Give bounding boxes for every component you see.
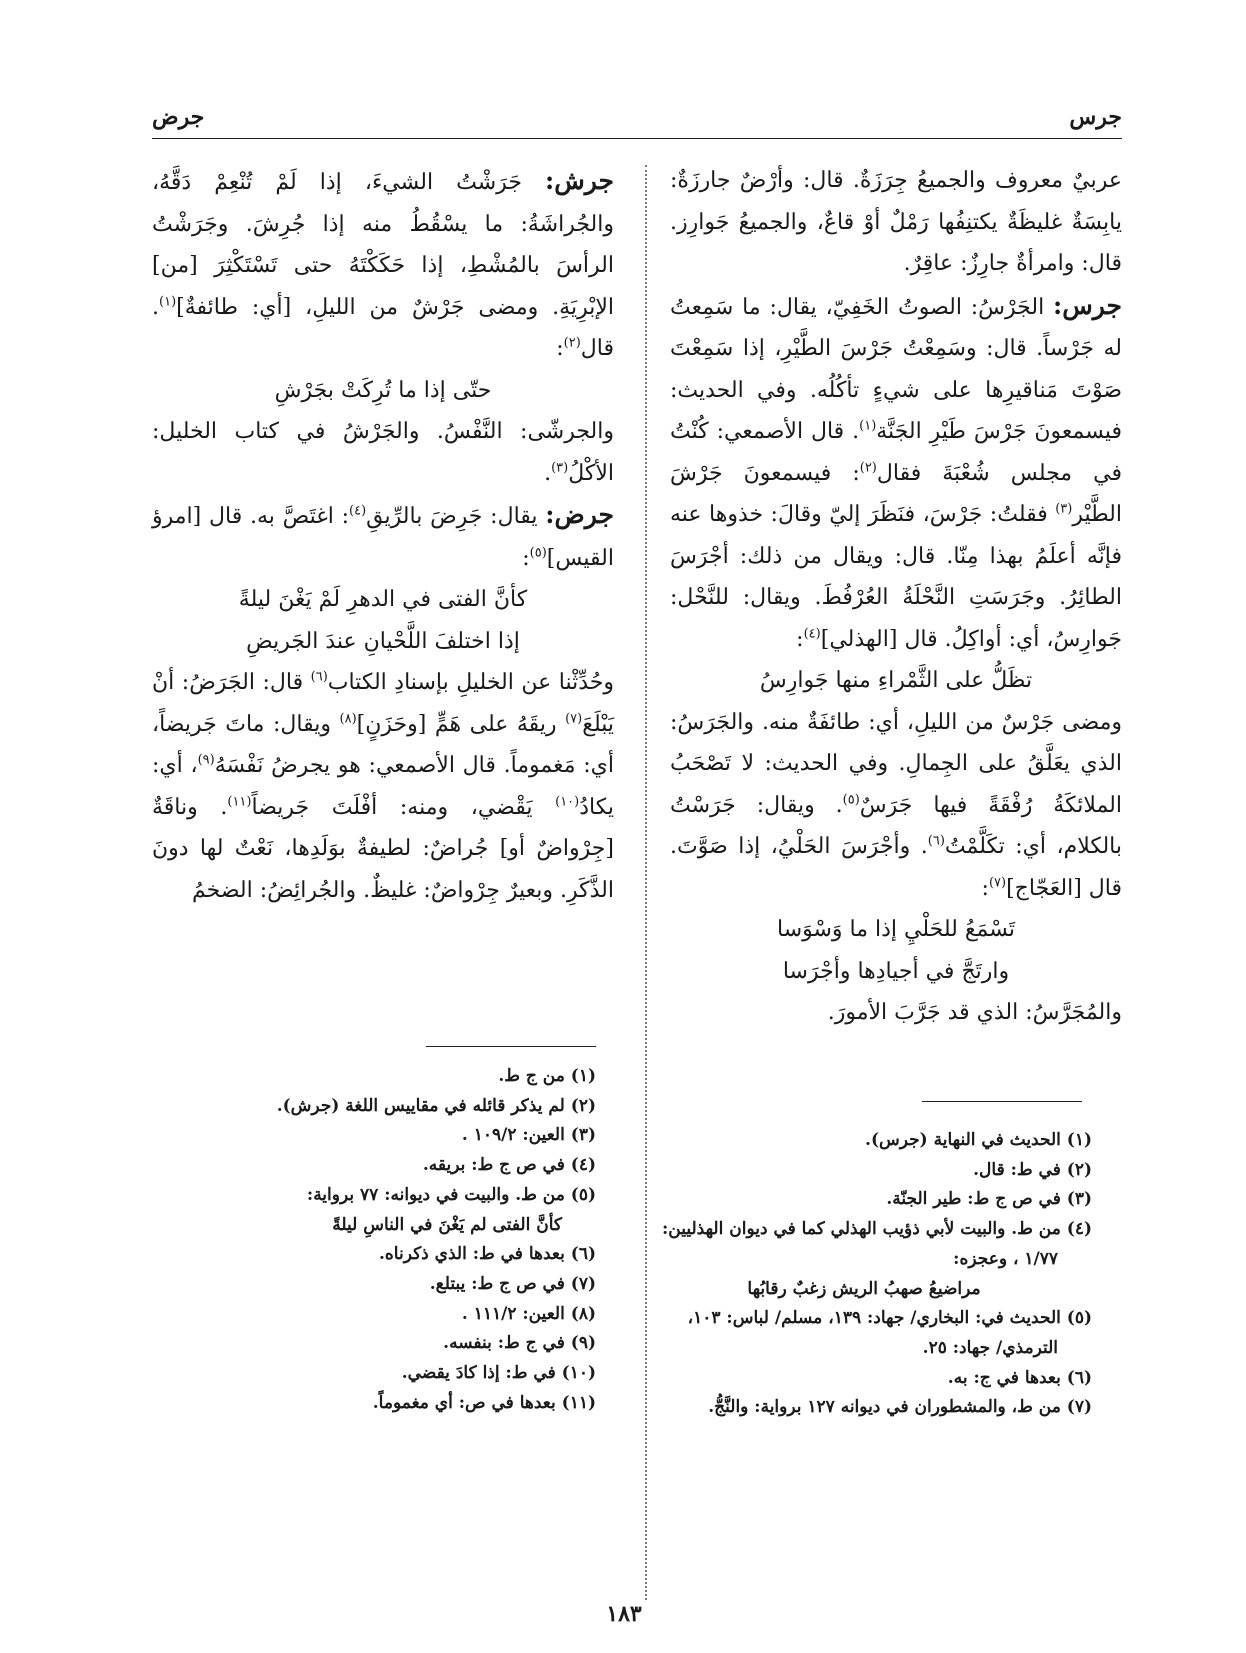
footnote: (٢) لم يذكر قائله في مقاييس اللغة (جرش). xyxy=(276,1095,596,1116)
poetry-verse: حتّى إذا ما تُرِكَتْ بجَرْشِ xyxy=(274,377,492,403)
entry-continuation: عربيٌ معروف والجميعُ جِرَزَةٌ. قال: وأرْضٌ جارزَةٌ: يابِسَةٌ غليظَةٌ يكتنِفُها رَمْلٌ أوْ قاعٌ، والجميعُ جَوارِز. قال: وامرأةٌ جارِزٌ: عاقِرٌ. xyxy=(670,168,1122,276)
footnote-rule-right xyxy=(922,1101,1082,1102)
header-left-word: جرض xyxy=(152,104,205,130)
footnote: (٦) بعدها في ط: الذي ذكرناه. xyxy=(378,1244,596,1265)
footnote-verse: كأنَّ الفتى لم يَغْنَ في الناسِ ليلةً xyxy=(332,1214,562,1235)
footnote-rule-left xyxy=(426,1046,596,1047)
entry-headword-jarash: جرش: xyxy=(545,166,614,195)
footnote: (١) الحديث في النهاية (جرس). xyxy=(865,1130,1092,1150)
entry-text: . وناقَةٌ [جِرْواضٌ أو] جُراضٌ: لطيفةٌ بوَلَدِها، نَعْتٌ لها دونَ الذَّكَرِ. وبعيرٌ جِرْواضٌ: غليظٌ. والجُرائِضُ: الضخمُ xyxy=(152,794,614,903)
footnote-ref: (٦) xyxy=(927,833,945,849)
entry-text: وحُدِّثْنا عن الخليلِ بإسنادِ الكتاب xyxy=(327,670,614,695)
entry-text: : اغتَصَّ به. قال [امرؤ القيس] xyxy=(152,504,614,571)
footnote: (١٠) في ط: إذا كادَ يقضي. xyxy=(401,1363,596,1384)
entry-paragraph xyxy=(670,702,1122,910)
running-header xyxy=(152,104,1122,138)
entry-jarad xyxy=(152,494,614,579)
entry-text: ويقال: ماتَ جَريضاً، أي: مَغموماً. قال الأصمعي: هو يجرضُ نَفْسَهُ xyxy=(152,711,614,778)
poetry-verse: وارتَجَّ في أجيادِها وأجْرَسا xyxy=(782,958,1010,984)
footnote-ref: (٣) xyxy=(551,460,569,476)
poetry-verse: كأنَّ الفتى في الدهرِ لَمْ يَغْنَ ليلةً xyxy=(238,587,528,612)
footnote: (٨) العين: ١١١/٢ . xyxy=(461,1303,596,1324)
entry-jarash xyxy=(152,160,614,370)
footnote-ref: (٧) xyxy=(565,711,583,727)
entry-text: الجَرْسُ: الصوتُ الخَفِيّ، يقال: ما سَمِعتُ له جَرْساً. قال: وسَمِعْتُ جَرْسَ الطَّيْرِ، إذا سَمِعْتَ صَوْتَ مَناقيرِها على شيءٍ تأكُلُه. وفي الحديث: فيسمعونَ جَرْسَ طَيْرِ الجَنَّة xyxy=(670,294,1123,444)
footnote-ref: (٤) xyxy=(349,503,367,519)
entry-text: ، أي: يكادُ xyxy=(152,753,615,820)
entry-headword-jaras: جرس: xyxy=(1053,290,1122,320)
entry-text: ومضى جَرْسٌ من الليلِ، أي: طائفَةٌ منه. والجَرَسُ: الذي يعَلَّقُ على الجِمالِ. وفي الحديث: لا تَصْحَبُ الملائكَةُ رُفْقَةً فيها جَرَسٌ xyxy=(670,709,1122,818)
footnote: (٦) بعدها في ج: به. xyxy=(947,1367,1092,1388)
entry-text: : xyxy=(522,545,530,571)
footnote-ref: (٤) xyxy=(803,626,821,642)
footnote: (٧) من ط، والمشطوران في ديوانه ١٢٧ برواية: والنَّجُّ. xyxy=(708,1397,1092,1418)
footnote: (٤) في ص ج ط: بريقه. xyxy=(422,1155,596,1176)
entry-text: : xyxy=(556,336,564,361)
entry-text: . قال xyxy=(152,294,614,361)
footnote-ref: (٣) xyxy=(1055,501,1073,517)
footnote-ref: (٩) xyxy=(197,752,215,768)
footnotes-right xyxy=(636,1126,1092,1423)
footnote: (٢) في ط: قال. xyxy=(973,1159,1092,1180)
entry-paragraph: والمُجَرَّسُ: الذي قد جَرَّبَ الأمورَ. xyxy=(827,1000,1122,1025)
footnote-ref: (٢) xyxy=(859,460,877,476)
entry-text: ريقَهُ على هَمٍّ [وحَزَنٍ] xyxy=(356,711,566,737)
footnote: (٤) من ط. والبيت لأبي ذؤيب الهذلي كما في ديوان الهذليين: xyxy=(662,1219,1092,1240)
footnote-ref: (٢) xyxy=(563,335,581,351)
entry-headword-jarad: جرض: xyxy=(545,500,614,529)
right-column xyxy=(670,160,1122,1034)
entry-text: . xyxy=(544,460,552,486)
poetry-verse: إذا اختلفَ اللَّحْيانِ عندَ الجَريضِ xyxy=(246,628,520,654)
footnote-verse: مراضيعُ صهبُ الريش زغبٌ رقابُها xyxy=(747,1278,981,1299)
page-number: ١٨٣ xyxy=(606,1601,642,1627)
entry-text: . وأجْرَسَ الحَلْيُ، إذا صَوَّتَ. قال [العَجّاج] xyxy=(670,834,1122,901)
entry-text: : xyxy=(981,875,989,901)
footnote-ref: (٨) xyxy=(339,711,357,727)
footnote: (١١) بعدها في ص: أي مغموماً. xyxy=(372,1392,596,1413)
footnote-ref: (١) xyxy=(159,294,177,310)
footnote: (١) من ج ط. xyxy=(498,1066,596,1086)
footnote: (٣) العين: ١٠٩/٢ . xyxy=(461,1125,596,1146)
entry-paragraph xyxy=(152,662,614,911)
footnote: (٥) الحديث في: البخاري/ جهاد: ١٣٩، مسلم/ لباس: ١٠٣، xyxy=(687,1308,1092,1329)
footnotes-left xyxy=(250,1062,596,1418)
entry-jaras xyxy=(670,285,1122,661)
footnote-ref: (٥) xyxy=(529,545,547,561)
footnote: ١/٧٧ ، وعجزه: xyxy=(953,1248,1058,1269)
entry-text: يقال: جَرِضَ بالرِّيقِ xyxy=(366,504,546,529)
footnote-ref: (٧) xyxy=(988,875,1007,891)
footnote-ref: (٦) xyxy=(310,669,328,685)
footnote: الترمذي/ جهاد: ٢٥. xyxy=(922,1337,1058,1358)
footnote-ref: (١٠) xyxy=(555,794,580,810)
poetry-verse: تظَلُّ على الثَّمْراءِ منها جَوارِسُ xyxy=(759,668,1033,693)
footnote-ref: (١١) xyxy=(227,794,252,810)
footnote-ref: (٥) xyxy=(842,792,860,808)
footnote-ref: (١) xyxy=(859,418,877,434)
footnote: (٩) في ج ط: بنفسه. xyxy=(443,1333,596,1354)
left-column xyxy=(152,160,614,911)
header-right-word: جرس xyxy=(1069,104,1122,130)
poetry-verse: تَسْمَعُ للحَلْيِ إذا ما وَسْوَسا xyxy=(776,917,1016,942)
entry-text: فقلتُ: جَرْسَ، فنَظَرَ إليّ وقالَ: خذوها عنه فإنَّه أعلَمُ بهذا مِنّا. قال: ويقال من ذلك: أجْرَسَ الطائِرُ. وجَرَسَتِ النَّحْلَةُ العُرْفُطَ. ويقال: للنَّحْل: جَوارِسُ، أي: أواكِلُ. قال [الهذلي] xyxy=(670,502,1122,652)
footnote: (٧) في ص ج ط: يبتلع. xyxy=(429,1273,596,1294)
entry-paragraph xyxy=(152,411,614,494)
entry-text: قال: الجَرَضُ: أنْ يَبْلَعَ xyxy=(152,670,614,737)
entry-text: جَرَشْتُ الشيءَ، إذا لَمْ تُنْعِمْ دَقَّهُ، والجُراشَةُ: ما يسْقُطُ منه إذا جُرِشَ. وجَرَشْتُ الرأسَ بالمُشْطِ، إذا حَكَكْتَهُ حتى تَسْتَكْثِرَ [من] الإبْرِيَةِ. ومضى جَرْشٌ من الليلِ، [أي: طائفةٌ] xyxy=(152,170,614,320)
entry-text: يَقْضي، ومنه: أفْلَتَ جَريضاً xyxy=(251,794,556,820)
header-rule xyxy=(152,138,1122,139)
footnote: (٣) في ص ج ط: طير الجنّة. xyxy=(886,1189,1092,1210)
entry-text: : فيسمعونَ جَرْشَ الطَّيْر xyxy=(670,460,1122,527)
footnote: (٥) من ط. والبيت في ديوانه: ٧٧ برواية: xyxy=(306,1184,596,1205)
entry-text: . قال الأصمعي: كُنْتُ في مجلس شُعْبَةَ فقال xyxy=(670,419,1122,486)
entry-text: : xyxy=(796,626,804,652)
entry-text: والجرشّى: النَّفْسُ. والجَرْشُ في كتاب الخليل: الأكْلُ xyxy=(152,419,614,486)
entry-text: . ويقال: جَرَسْتُ بالكلام، أي: تكَلَّمْتُ xyxy=(670,792,1122,859)
